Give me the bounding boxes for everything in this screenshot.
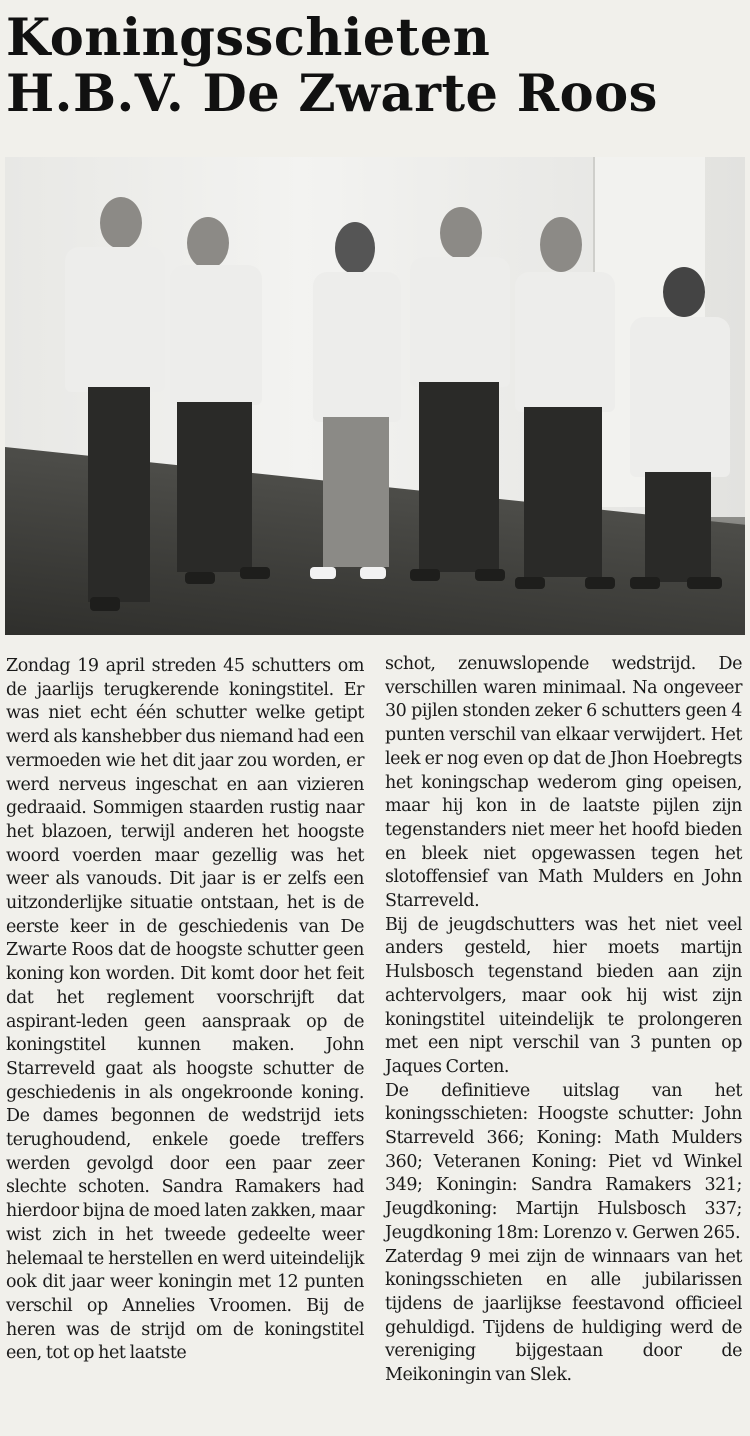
group-photo xyxy=(5,157,745,635)
paragraph: Bij de jeugdschutters was het niet veel anders gesteld, hier moets martijn Hulsbosch tegenstand bieden aan zijn achtervolgers, maar ook hij wist zijn koningstitel uiteindelijk te prolongeren met een nipt verschil van 3 punten op Jaques Corten. xyxy=(385,914,742,1077)
article-column-left xyxy=(6,655,364,1366)
person-4 xyxy=(405,207,520,587)
paragraph: Zaterdag 9 mei zijn de winnaars van het koningsschieten en alle jubilarissen tijdens de jaarlijkse feestavond officieel gehuldigd. Tijdens de huldiging werd de vereniging bijgestaan door de Meikoningin van Slek. xyxy=(385,1246,742,1386)
article-column-right xyxy=(385,653,742,1388)
headline-line-2: H.B.V. De Zwarte Roos xyxy=(6,64,658,124)
person-3 xyxy=(305,222,415,587)
person-1 xyxy=(60,197,170,617)
paragraph: De definitieve uitslag van het koningsschieten: Hoogste schutter: John Starreveld 366; Koning: Math Mulders 360; Veteranen Koning: Piet vd Winkel 349; Koningin: Sandra Ramakers 321; Jeugdkoning: Martijn Hulsbosch 337; Jeugdkoning 18m: Lorenzo v. Gerwen 265. xyxy=(385,1080,742,1243)
article-headline xyxy=(6,10,658,122)
paragraph: schot, zenuwslopende wedstrijd. De verschillen waren minimaal. Na ongeveer 30 pijlen stonden zeker 6 schutters geen 4 punten verschil van elkaar verwijdert. Het leek er nog even op dat de Jhon Hoebregts het koningschap wederom ging opeisen, maar hij kon in de laatste pijlen zijn tegenstanders niet meer het hoofd bieden en bleek niet opgewassen tegen het slotoffensief van Math Mulders en John Starreveld. xyxy=(385,654,742,912)
article-body xyxy=(0,646,750,1436)
person-5 xyxy=(510,217,625,592)
paragraph: Zondag 19 april streden 45 schutters om de jaarlijs terugkerende koningstitel. Er was niet echt één schutter welke getipt werd als kanshebber dus niemand had een vermoeden wie het dit jaar zou worden, er werd nerveus ingeschat en aan vizieren gedraaid. Sommigen staarden rustig naar het blazoen, terwijl anderen het hoogste woord voerden maar gezellig was het weer als vanouds. Dit jaar is er zelfs een uitzonderlijke situatie ontstaan, het is de eerste keer in de geschiedenis van De Zwarte Roos dat de hoogste schutter geen koning kon worden. Dit komt door het feit dat het reglement voorschrijft dat aspirant-leden geen aanspraak op de koningstitel kunnen maken. John Starreveld gaat als hoogste schutter de geschiedenis in als ongekroonde koning. De dames begonnen de wedstrijd iets terughoudend, enkele goede treffers werden gevolgd door een paar zeer slechte schoten. Sandra Ramakers had hierdoor bijna de moed laten zakken, maar wist zich in het tweede gedeelte weer helemaal te herstellen en werd uiteindelijk ook dit jaar weer koningin met 12 punten verschil op Annelies Vroomen. Bij de heren was de strijd om de koningstitel een, tot op het laatste xyxy=(6,656,364,1364)
person-6 xyxy=(625,267,735,597)
person-2 xyxy=(165,217,275,587)
headline-line-1: Koningsschieten xyxy=(6,8,491,68)
